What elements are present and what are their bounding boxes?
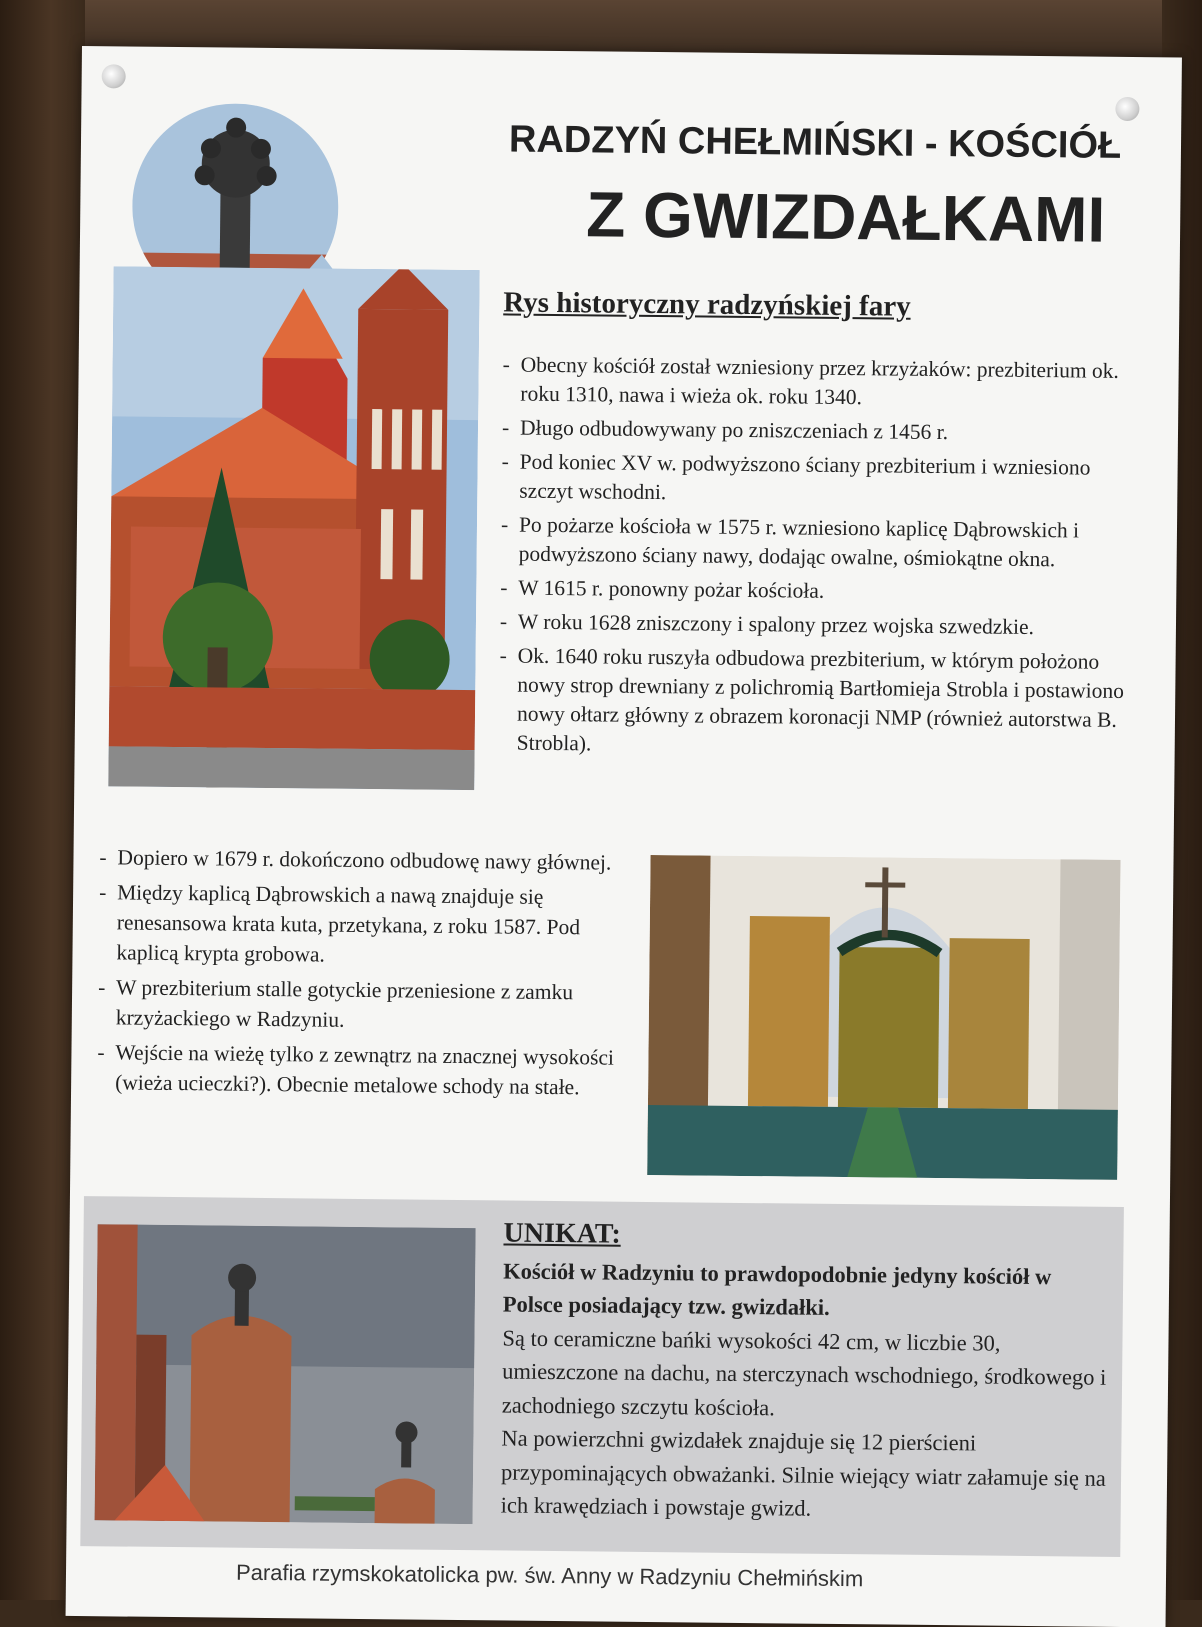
church-exterior-photo	[108, 266, 479, 790]
history-list-2	[97, 842, 630, 1108]
unikat-text	[501, 1216, 1114, 1528]
section-subtitle: Rys historyczny radzyńskiej fary	[503, 286, 911, 323]
screw-icon	[102, 64, 126, 88]
list-item: - Dopiero w 1679 r. dokończono odbudowę nawy głównej.	[99, 842, 629, 878]
list-item: - Między kaplicą Dąbrowskich a nawą znajduje się renesansowa krata kuta, przetykana, z roku 1587. Pod kaplicą krypta grobowa.	[98, 877, 629, 973]
unikat-lead: Kościół w Radzyniu to prawdopodobnie jedyny kościół w Polsce posiadający tzw. gwizdałki.	[502, 1257, 1052, 1320]
unikat-paragraph-1: Są to ceramiczne bańki wysokości 42 cm, w liczbie 30, umieszczone na dachu, na sterczynach wschodniego, środkowego i zachodniego szczytu kościoła.	[501, 1324, 1107, 1420]
page-title-line-2: Z GWIZDAŁKAMI	[585, 178, 1106, 256]
list-item: - W prezbiterium stalle gotyckie przeniesione z zamku krzyżackiego w Radzyniu.	[98, 972, 629, 1038]
list-item: - Obecny kościół został wzniesiony przez krzyżaków: prezbiterium ok. roku 1310, nawa i wieża ok. roku 1340.	[502, 350, 1143, 415]
gwizdalki-roof-photo	[95, 1224, 476, 1524]
list-item: - W 1615 r. ponowny pożar kościoła.	[500, 573, 1140, 609]
list-item: - W roku 1628 zniszczony i spalony przez wojska szwedzkie.	[500, 607, 1140, 643]
unikat-paragraph-2: Na powierzchni gwizdałek znajduje się 12 pierścieni przypominających obważanki. Silnie wiejący wiatr załamuje się na ich krawędziach i powstaje gwizd.	[500, 1425, 1106, 1521]
page-title-line-1: RADZYŃ CHEŁMIŃSKI - KOŚCIÓŁ	[508, 118, 1122, 167]
list-item: - Wejście na wieżę tylko z zewnątrz na znacznej wysokości (wieża ucieczki?). Obecnie metalowe schody na stałe.	[97, 1037, 628, 1103]
list-item: - Pod koniec XV w. podwyższono ściany prezbiterium i wzniesiono szczyt wschodni.	[501, 447, 1142, 512]
list-item: - Ok. 1640 roku ruszyła odbudowa prezbiterium, w którym położono nowy strop drewniany z polichromią Bartłomieja Strobla i postawiono nowy ołtarz główny z obrazem koronacji NMP (również autorstwa B. Strobla).	[499, 641, 1140, 764]
unikat-heading: UNIKAT:	[503, 1217, 621, 1250]
list-item: - Długo odbudowywany po zniszczeniach z 1456 r.	[502, 413, 1142, 449]
parish-footer: Parafia rzymskokatolicka pw. św. Anny w Radzyniu Chełmińskim	[235, 1559, 864, 1592]
church-interior-photo	[647, 855, 1120, 1180]
screw-icon	[1115, 97, 1139, 121]
unikat-section	[80, 1196, 1124, 1557]
history-list-1	[499, 350, 1143, 769]
information-board	[66, 46, 1182, 1627]
list-item: - Po pożarze kościoła w 1575 r. wzniesiono kaplicę Dąbrowskich i podwyższono ściany nawy, dodając owalne, ośmiokątne okna.	[501, 510, 1142, 575]
